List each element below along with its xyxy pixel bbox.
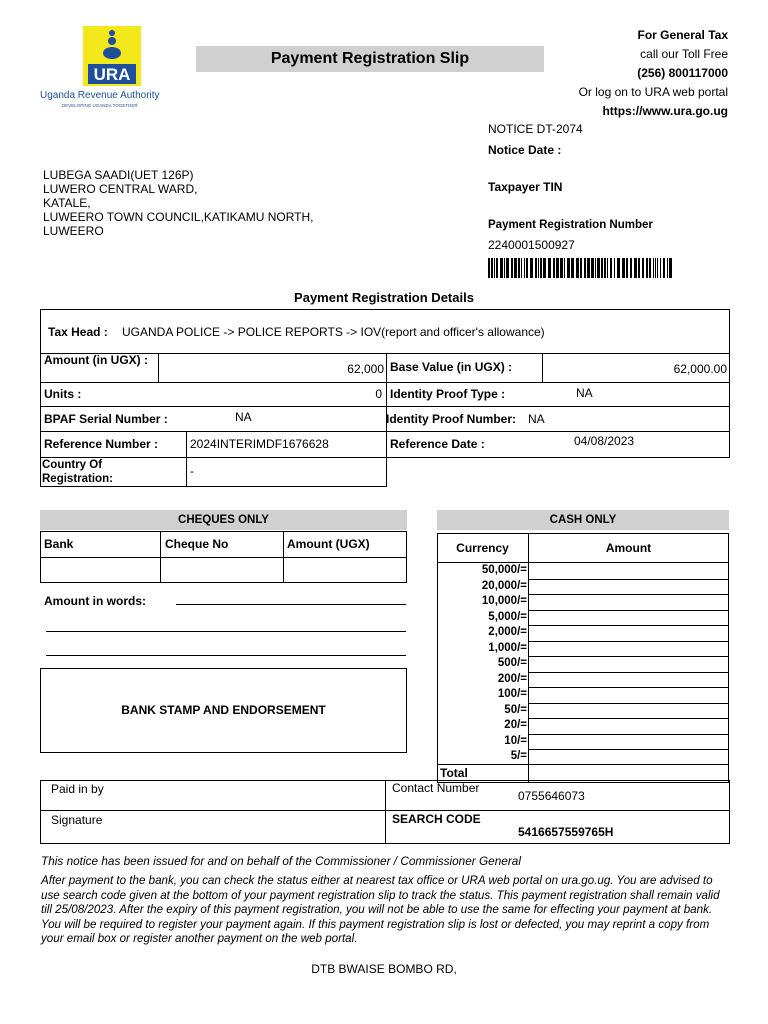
denomination-row-line — [528, 718, 729, 719]
address-line: LUWEERO TOWN COUNCIL,KATIKAMU NORTH, — [43, 210, 314, 224]
denomination-row-line — [528, 610, 729, 611]
denomination-label: 50,000/= — [481, 564, 527, 576]
contact-line1: call our Toll Free — [640, 47, 728, 61]
id-type-label: Identity Proof Type : — [390, 387, 506, 401]
prn-label: Payment Registration Number — [488, 219, 653, 231]
col-cheque-no: Cheque No — [165, 537, 229, 551]
logo-letters: URA — [93, 65, 131, 84]
ref-number-label: Reference Number : — [44, 437, 159, 451]
amount-words-line — [176, 604, 406, 605]
address-line: LUWEERO — [43, 224, 104, 238]
id-number-value: NA — [528, 412, 545, 426]
denomination-row-line — [528, 749, 729, 750]
denomination-row-line — [528, 656, 729, 657]
denomination-label: 20/= — [504, 719, 527, 731]
barcode — [486, 258, 676, 278]
bpaf-value: NA — [235, 410, 252, 424]
col-currency: Currency — [456, 541, 509, 555]
bpaf-label: BPAF Serial Number : — [44, 412, 168, 426]
denomination-label: 10,000/= — [481, 595, 527, 607]
contact-line2: Or log on to URA web portal — [578, 85, 728, 99]
notice-number: NOTICE DT-2074 — [488, 122, 583, 136]
country-label: Country Of Registration: — [42, 459, 113, 485]
denomination-row-line — [528, 687, 729, 688]
logo-org-name: Uganda Revenue Authority — [40, 90, 160, 101]
taxpayer-tin-label: Taxpayer TIN — [488, 180, 563, 194]
base-value: 62,000.00 — [673, 362, 727, 376]
instructions-text: After payment to the bank, you can check the status either at nearest tax office or URA web portal on ura.go.ug. You are advised to use search code given at the bottom of your payment registration slip to track the status. This payment registration shall remain valid till 25/08/2023. After the expiry of this payment registration, you will not be able to use the same for effecting your payment at bank. You will be required to register your payment again. If this payment registration slip is lost or defected, you may reprint a copy from your email box or register another payment on the web portal. — [41, 874, 720, 945]
id-number-label: Identity Proof Number: — [386, 412, 517, 426]
col-bank: Bank — [44, 537, 74, 551]
details-heading: Payment Registration Details — [294, 290, 474, 305]
denomination-row-line — [528, 625, 729, 626]
units-value: 0 — [375, 387, 382, 401]
contact-url[interactable]: https://www.ura.go.ug — [602, 104, 728, 118]
denomination-label: 2,000/= — [488, 626, 527, 638]
address-line: LUWERO CENTRAL WARD, — [43, 182, 198, 196]
denomination-label: 10/= — [504, 734, 527, 747]
col-amount-ugx: Amount (UGX) — [287, 537, 370, 551]
bank-stamp-label: BANK STAMP AND ENDORSEMENT — [121, 703, 326, 717]
denomination-label: 1,000/= — [488, 641, 527, 654]
denomination-row-line — [528, 703, 729, 704]
ura-logo — [36, 26, 186, 112]
amount-value: 62,000 — [347, 362, 384, 376]
notice-date-label: Notice Date : — [488, 143, 562, 157]
denomination-label: 50/= — [504, 703, 527, 716]
ref-date-value: 04/08/2023 — [574, 434, 635, 448]
barcode-icon — [486, 258, 676, 278]
contact-block — [540, 26, 728, 121]
denomination-row-line — [528, 672, 729, 673]
amount-words-line — [46, 631, 406, 632]
denomination-row-line — [528, 641, 729, 642]
col-cash-amount: Amount — [605, 541, 652, 555]
signature-label: Signature — [51, 813, 103, 827]
cash-total-label: Total — [440, 766, 468, 780]
address-line: KATALE, — [43, 196, 91, 210]
ref-number-value: 2024INTERIMDF1676628 — [190, 437, 329, 451]
contact-heading: For General Tax — [637, 28, 728, 42]
prn-value: 2240001500927 — [488, 238, 575, 252]
page-title: Payment Registration Slip — [196, 46, 544, 72]
amount-words-label: Amount in words: — [44, 594, 146, 608]
country-value: - — [190, 464, 194, 478]
denomination-row-line — [528, 734, 729, 735]
denomination-label: 500/= — [497, 657, 527, 669]
tax-head-label: Tax Head : — [48, 325, 108, 339]
bank-branch: DTB BWAISE BOMBO RD, — [311, 962, 457, 976]
denomination-row-line — [528, 594, 729, 595]
paid-in-by-label: Paid in by — [51, 782, 104, 796]
denomination-label: 200/= — [497, 672, 527, 685]
id-type-value: NA — [576, 386, 593, 400]
contact-number-label: Contact Number — [392, 781, 480, 795]
cheques-heading: CHEQUES ONLY — [40, 510, 407, 530]
denomination-row-line — [528, 579, 729, 580]
notice-issued-text: This notice has been issued for and on behalf of the Commissioner / Commissioner General — [41, 854, 521, 868]
amount-words-line — [46, 655, 406, 656]
base-value-label: Base Value (in UGX) : — [390, 360, 513, 374]
contact-number-value: 0755646073 — [518, 789, 585, 803]
logo-tagline: DEVELOPING UGANDA TOGETHER — [62, 103, 138, 108]
amount-label: Amount (in UGX) : — [44, 353, 148, 367]
taxpayer-address — [43, 168, 313, 238]
ref-date-label: Reference Date : — [390, 437, 485, 451]
denomination-label: 5/= — [510, 750, 527, 762]
tax-head-value: UGANDA POLICE -> POLICE REPORTS -> IOV(report and officer's allowance) — [122, 325, 545, 339]
units-label: Units : — [44, 387, 82, 401]
search-code-value: 5416657559765H — [518, 825, 614, 839]
denomination-label: 5,000/= — [488, 610, 527, 623]
address-line: LUBEGA SAADI(UET 126P) — [43, 168, 194, 182]
cash-heading: CASH ONLY — [437, 510, 729, 530]
denomination-label: 100/= — [497, 688, 527, 700]
search-code-label: SEARCH CODE — [392, 812, 481, 826]
denomination-label: 20,000/= — [481, 579, 527, 592]
contact-phone: (256) 800117000 — [637, 66, 728, 80]
